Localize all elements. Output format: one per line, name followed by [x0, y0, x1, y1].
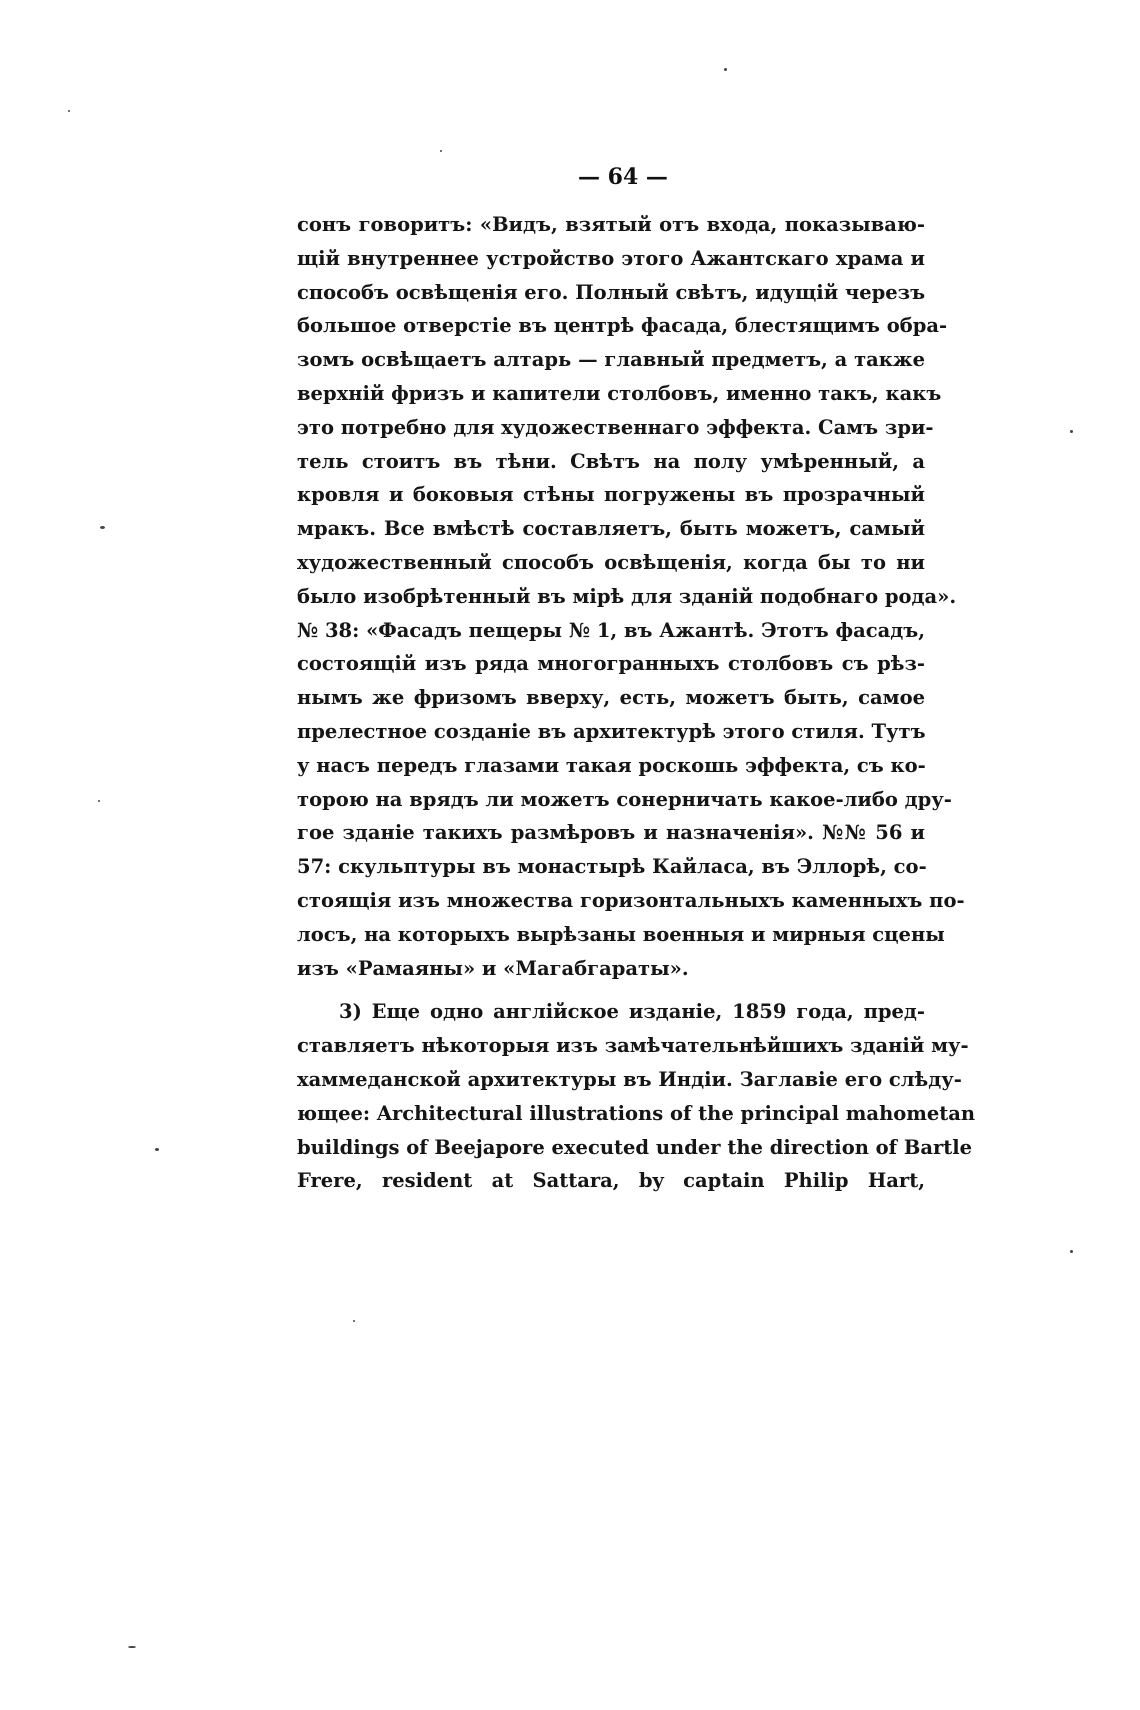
scan-speck	[98, 800, 100, 802]
scan-speck	[440, 150, 442, 152]
text-line: ющее: Architectural illustrations of the principal mahometan	[297, 1101, 976, 1125]
text-line: это потребно для художественнаго эффекта. Самъ зри-	[297, 415, 934, 439]
text-line: щій внутреннее устройство этого Ажантскаго храма и	[297, 246, 925, 270]
text-line: торою на врядъ ли можетъ сонерничать какое-либо дру-	[297, 787, 952, 811]
scan-speck	[1070, 430, 1073, 433]
text-line: способъ освѣщенія его. Полный свѣтъ, идущій черезъ	[297, 280, 926, 304]
body-text	[297, 208, 976, 1198]
text-line: стоящія изъ множества горизонтальныхъ каменныхъ по-	[297, 888, 965, 912]
text-line: лосъ, на которыхъ вырѣзаны военныя и мирныя сцены	[297, 922, 945, 946]
text-line: было изобрѣтенный въ мірѣ для зданій подобнаго рода».	[297, 584, 957, 608]
scan-speck	[128, 1646, 136, 1648]
text-line: зомъ освѣщаетъ алтарь — главный предметъ, а также	[297, 348, 925, 372]
scan-speck	[353, 1320, 355, 1322]
text-line: сонъ говоритъ: «Видъ, взятый отъ входа, показываю-	[297, 213, 925, 236]
scan-speck	[155, 1148, 159, 1151]
page-number: — 64 —	[578, 164, 668, 190]
text-line: хаммеданской архитектуры въ Индіи. Заглавіе его слѣду-	[297, 1067, 962, 1091]
text-line: тель стоитъ въ тѣни. Свѣтъ на полу умѣренный, а	[297, 449, 925, 473]
text-line: кровля и боковыя стѣны погружены въ прозрачный	[297, 483, 925, 507]
text-line: состоящій изъ ряда многогранныхъ столбовъ съ рѣз-	[297, 652, 925, 676]
text-line: у насъ передъ глазами такая роскошь эффекта, съ ко-	[297, 753, 926, 777]
paragraph-2	[297, 995, 976, 1198]
scan-speck	[100, 526, 105, 529]
scan-speck	[724, 68, 727, 71]
text-line: верхній фризъ и капители столбовъ, именно такъ, какъ	[297, 381, 942, 405]
paragraph-1	[297, 208, 965, 985]
text-line: изъ «Рамаяны» и «Магабгараты».	[297, 956, 689, 980]
paragraph-gap	[297, 985, 925, 995]
scan-speck	[68, 110, 70, 112]
text-line: ставляетъ нѣкоторыя изъ замѣчательнѣйшихъ зданій му-	[297, 1034, 969, 1058]
text-line: прелестное созданіе въ архитектурѣ этого стиля. Тутъ	[297, 719, 926, 743]
text-line: мракъ. Все вмѣстѣ составляетъ, быть можетъ, самый	[297, 517, 925, 541]
text-line: Frere, resident at Sattara, by captain Philip Hart,	[297, 1169, 925, 1193]
text-line: 57: скульптуры въ монастырѣ Кайласа, въ Эллорѣ, со-	[297, 855, 927, 879]
text-line: нымъ же фризомъ вверху, есть, можетъ быть, самое	[297, 686, 925, 710]
text-line: buildings of Beejapore executed under the direction of Bartle	[297, 1135, 973, 1159]
text-line: большое отверстіе въ центрѣ фасада, блестящимъ обра-	[297, 314, 948, 338]
text-line: художественный способъ освѣщенія, когда бы то ни	[297, 550, 925, 574]
text-line: № 38: «Фасадъ пещеры № 1, въ Ажантѣ. Этотъ фасадъ,	[297, 618, 926, 642]
text-line: 3) Еще одно англійское изданіе, 1859 года, пред-	[339, 1000, 925, 1024]
text-line: гое зданіе такихъ размѣровъ и назначенія». №№ 56 и	[297, 821, 925, 845]
scan-speck	[1070, 1250, 1073, 1253]
